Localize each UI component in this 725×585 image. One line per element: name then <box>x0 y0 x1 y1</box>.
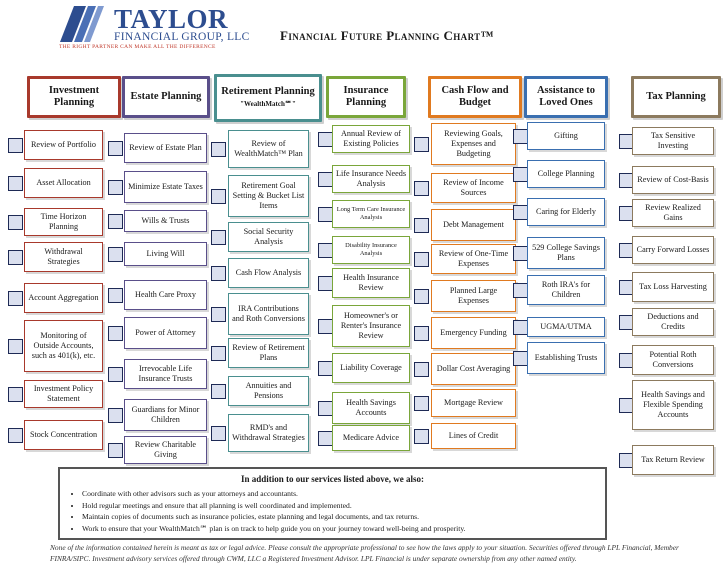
item-label: College Planning <box>537 169 595 178</box>
header-tax <box>631 76 721 118</box>
item-estate <box>124 133 207 163</box>
item-insurance <box>332 165 410 193</box>
item-estate <box>124 171 207 203</box>
header-investment <box>27 76 121 118</box>
item-label: Tax Sensitive Investing <box>650 131 696 150</box>
item-label: Life Insurance Needs Analysis <box>336 169 407 188</box>
checkbox-insurance-6[interactable] <box>318 319 333 334</box>
item-label: Medicare Advice <box>342 433 400 442</box>
item-label: Review Charitable Giving <box>134 440 197 459</box>
checkbox-retirement-6[interactable] <box>211 346 226 361</box>
checkbox-cashflow-7[interactable] <box>414 362 429 377</box>
item-label: Health Savings Accounts <box>346 398 396 417</box>
item-label: Monitoring of Outside Accounts, such as 401(k), etc. <box>31 331 96 360</box>
item-label: Disability Insurance Analysis <box>345 241 397 257</box>
services-bullet: • Hold regular meetings and ensure that all planning is well coordinated and implemented. <box>82 500 466 512</box>
item-cashflow <box>431 173 516 203</box>
item-tax <box>632 308 714 336</box>
checkbox-retirement-8[interactable] <box>211 426 226 441</box>
header-label: Tax Planning <box>646 90 706 102</box>
checkbox-investment-2[interactable] <box>8 176 23 191</box>
item-estate <box>124 210 207 232</box>
item-estate <box>124 242 207 266</box>
item-label: Emergency Funding <box>440 328 507 337</box>
item-label: Review of Estate Plan <box>129 143 202 152</box>
item-label: Tax Return Review <box>641 455 705 464</box>
item-assistance <box>527 160 605 188</box>
item-estate <box>124 436 207 464</box>
checkbox-estate-2[interactable] <box>108 180 123 195</box>
item-label: Review Realized Gains <box>645 203 701 222</box>
item-insurance <box>332 425 410 451</box>
item-label: Review of Retirement Plans <box>232 343 305 362</box>
item-label: Investment Policy Statement <box>33 384 94 403</box>
item-retirement <box>228 222 309 252</box>
checkbox-assistance-2[interactable] <box>513 167 528 182</box>
item-assistance <box>527 237 605 269</box>
checkbox-investment-6[interactable] <box>8 339 23 354</box>
item-tax <box>632 236 714 264</box>
header-label: Retirement Planning <box>221 85 315 97</box>
item-tax <box>632 445 714 475</box>
checkbox-cashflow-8[interactable] <box>414 396 429 411</box>
item-label: Annual Review of Existing Policies <box>340 129 402 148</box>
item-label: Long Term Care Insurance Analysis <box>336 205 406 221</box>
services-bullet: • Coordinate with other advisors such as your attorneys and accountants. <box>82 488 466 500</box>
checkbox-retirement-1[interactable] <box>211 142 226 157</box>
item-insurance <box>332 392 410 424</box>
item-estate <box>124 317 207 349</box>
checkbox-assistance-7[interactable] <box>513 351 528 366</box>
item-label: Health Savings and Flexible Spending Accounts <box>641 390 705 419</box>
header-assistance <box>524 76 608 118</box>
item-label: Homeowner's or Renter's Insurance Review <box>340 311 402 340</box>
item-label: UGMA/UTMA <box>540 322 592 331</box>
item-label: Health Insurance Review <box>343 273 399 292</box>
item-investment <box>24 242 103 272</box>
logo-name: TAYLOR <box>114 4 229 34</box>
checkbox-estate-6[interactable] <box>108 326 123 341</box>
checkbox-estate-3[interactable] <box>108 214 123 229</box>
checkbox-retirement-4[interactable] <box>211 266 226 281</box>
item-cashflow <box>431 353 516 385</box>
item-label: Dollar Cost Averaging <box>436 364 511 373</box>
item-cashflow <box>431 423 516 449</box>
checkbox-cashflow-6[interactable] <box>414 326 429 341</box>
item-cashflow <box>431 389 516 417</box>
item-assistance <box>527 122 605 150</box>
header-label: Cash Flow and Budget <box>441 84 509 108</box>
header-retirement <box>214 74 322 122</box>
item-label: Review of Cost-Basis <box>637 175 709 184</box>
item-label: Time Horizon Planning <box>40 212 87 231</box>
header-sublabel: "WealthMatch℠" <box>240 100 296 108</box>
checkbox-estate-8[interactable] <box>108 408 123 423</box>
item-label: Living Will <box>146 249 185 258</box>
item-tax <box>632 380 714 430</box>
item-investment <box>24 130 103 160</box>
item-tax <box>632 166 714 194</box>
item-label: Roth IRA's for Children <box>541 280 591 299</box>
checkbox-investment-3[interactable] <box>8 215 23 230</box>
item-assistance <box>527 342 605 374</box>
item-insurance <box>332 236 410 264</box>
checkbox-cashflow-9[interactable] <box>414 429 429 444</box>
item-label: Wills & Trusts <box>141 216 190 225</box>
item-retirement <box>228 175 309 217</box>
item-label: Tax Loss Harvesting <box>639 282 707 291</box>
logo-tagline: THE RIGHT PARTNER CAN MAKE ALL THE DIFFERENCE <box>59 44 216 50</box>
checkbox-estate-5[interactable] <box>108 288 123 303</box>
checkbox-insurance-7[interactable] <box>318 361 333 376</box>
item-label: Withdrawal Strategies <box>44 247 83 266</box>
item-tax <box>632 345 714 375</box>
header-label: Investment Planning <box>48 84 100 108</box>
item-label: Review of WealthMatch™ Plan <box>234 139 303 158</box>
checkbox-assistance-3[interactable] <box>513 205 528 220</box>
item-investment <box>24 380 103 408</box>
item-investment <box>24 420 103 450</box>
item-cashflow <box>431 123 516 165</box>
item-estate <box>124 359 207 389</box>
item-label: Liability Coverage <box>340 363 402 372</box>
item-estate <box>124 280 207 310</box>
checkbox-investment-4[interactable] <box>8 250 23 265</box>
checkbox-assistance-4[interactable] <box>513 246 528 261</box>
services-bullet: • Maintain copies of documents such as insurance policies, estate planning and legal documents, and tax returns. <box>82 511 466 523</box>
item-tax <box>632 199 714 227</box>
checkbox-estate-4[interactable] <box>108 247 123 262</box>
item-label: Power of Attorney <box>135 328 196 337</box>
item-tax <box>632 127 714 155</box>
services-title: In addition to our services listed above, we also: <box>240 474 425 484</box>
header-estate <box>122 76 210 118</box>
header-insurance <box>326 76 406 118</box>
header-cashflow <box>428 76 522 118</box>
item-cashflow <box>431 280 516 312</box>
item-cashflow <box>431 244 516 274</box>
item-label: Gifting <box>554 131 578 140</box>
item-insurance <box>332 125 410 153</box>
item-label: Caring for Elderly <box>535 207 597 216</box>
item-label: Minimize Estate Taxes <box>128 182 203 191</box>
item-investment <box>24 283 103 313</box>
item-insurance <box>332 305 410 347</box>
checkbox-cashflow-2[interactable] <box>414 181 429 196</box>
item-investment <box>24 208 103 236</box>
checkbox-retirement-5[interactable] <box>211 307 226 322</box>
item-label: 529 College Savings Plans <box>532 243 600 262</box>
logo-subname: FINANCIAL GROUP, LLC <box>114 31 250 43</box>
checkbox-assistance-6[interactable] <box>513 320 528 335</box>
checkbox-cashflow-4[interactable] <box>414 252 429 267</box>
item-retirement <box>228 293 309 335</box>
services-bullet: • Work to ensure that your WealthMatch℠ plan is on track to help guide you on your journey toward well-being and prosperity. <box>82 523 466 535</box>
item-retirement <box>228 376 309 406</box>
checkbox-insurance-3[interactable] <box>318 207 333 222</box>
checkbox-cashflow-3[interactable] <box>414 218 429 233</box>
item-label: Mortgage Review <box>444 398 503 407</box>
item-label: Cash Flow Analysis <box>235 268 302 277</box>
checkbox-cashflow-5[interactable] <box>414 289 429 304</box>
item-label: IRA Contributions and Roth Conversions <box>232 304 305 323</box>
checkbox-investment-1[interactable] <box>8 138 23 153</box>
item-label: Social Security Analysis <box>243 227 294 246</box>
item-label: Annuities and Pensions <box>245 381 292 400</box>
checkbox-estate-1[interactable] <box>108 141 123 156</box>
checkbox-investment-8[interactable] <box>8 428 23 443</box>
checkbox-insurance-5[interactable] <box>318 276 333 291</box>
item-label: Carry Forward Losses <box>636 245 710 254</box>
legal-disclaimer: None of the information contained herein is meant as tax or legal advice. Please consult the appropriate professional to see how the laws apply to your situation. Securities offered through LPL Financial, Member FINRA/SIPC. Investment advisory services offered through CWM, LLC a Registered Investment Advisor. LPL Financial is under separate ownership from any other named entity. <box>50 543 679 563</box>
checkbox-cashflow-1[interactable] <box>414 137 429 152</box>
checkbox-retirement-7[interactable] <box>211 384 226 399</box>
item-investment <box>24 168 103 198</box>
checkbox-retirement-3[interactable] <box>211 230 226 245</box>
item-tax <box>632 272 714 302</box>
item-estate <box>124 399 207 431</box>
item-retirement <box>228 130 309 168</box>
item-label: Guardians for Minor Children <box>131 405 200 424</box>
item-insurance <box>332 353 410 383</box>
item-label: Potential Roth Conversions <box>649 350 697 369</box>
item-label: Retirement Goal Setting & Bucket List Items <box>232 181 305 210</box>
checkbox-investment-5[interactable] <box>8 291 23 306</box>
item-label: Stock Concentration <box>29 430 98 439</box>
header-label: Insurance Planning <box>343 84 389 108</box>
checkbox-insurance-2[interactable] <box>318 172 333 187</box>
checkbox-insurance-9[interactable] <box>318 431 333 446</box>
item-investment <box>24 320 103 372</box>
item-retirement <box>228 414 309 452</box>
additional-services-box <box>58 467 607 540</box>
page-title: Financial Future Planning Chart™ <box>280 28 494 43</box>
item-label: Deductions and Credits <box>647 312 699 331</box>
item-cashflow <box>431 209 516 241</box>
item-assistance <box>527 317 605 337</box>
checkbox-insurance-1[interactable] <box>318 132 333 147</box>
checkbox-assistance-5[interactable] <box>513 283 528 298</box>
item-label: Irrevocable Life Insurance Trusts <box>138 364 193 383</box>
item-label: Account Aggregation <box>28 293 99 302</box>
header-label: Estate Planning <box>130 90 202 102</box>
item-label: Establishing Trusts <box>534 353 598 362</box>
checkbox-insurance-4[interactable] <box>318 243 333 258</box>
services-list <box>68 488 466 534</box>
item-cashflow <box>431 317 516 349</box>
item-insurance <box>332 268 410 298</box>
header-label: Assistance to Loved Ones <box>536 84 596 108</box>
checkbox-estate-7[interactable] <box>108 367 123 382</box>
checkbox-insurance-8[interactable] <box>318 401 333 416</box>
item-label: Lines of Credit <box>448 431 499 440</box>
checkbox-assistance-1[interactable] <box>513 129 528 144</box>
item-label: Planned Large Expenses <box>449 286 498 305</box>
item-label: Asset Allocation <box>36 178 91 187</box>
item-assistance <box>527 275 605 305</box>
company-logo <box>56 4 256 52</box>
checkbox-investment-7[interactable] <box>8 387 23 402</box>
item-insurance <box>332 200 410 228</box>
checkbox-retirement-2[interactable] <box>211 189 226 204</box>
item-label: Debt Management <box>443 220 504 229</box>
item-label: Review of One-Time Expenses <box>438 249 509 268</box>
logo-mark-icon <box>56 4 112 44</box>
item-assistance <box>527 198 605 226</box>
item-label: Health Care Proxy <box>135 290 196 299</box>
checkbox-estate-9[interactable] <box>108 443 123 458</box>
item-retirement <box>228 338 309 368</box>
item-label: Review of Income Sources <box>443 178 504 197</box>
item-retirement <box>228 258 309 288</box>
item-label: Reviewing Goals, Expenses and Budgeting <box>444 129 503 158</box>
item-label: RMD's and Withdrawal Strategies <box>232 423 305 442</box>
item-label: Review of Portfolio <box>30 140 97 149</box>
